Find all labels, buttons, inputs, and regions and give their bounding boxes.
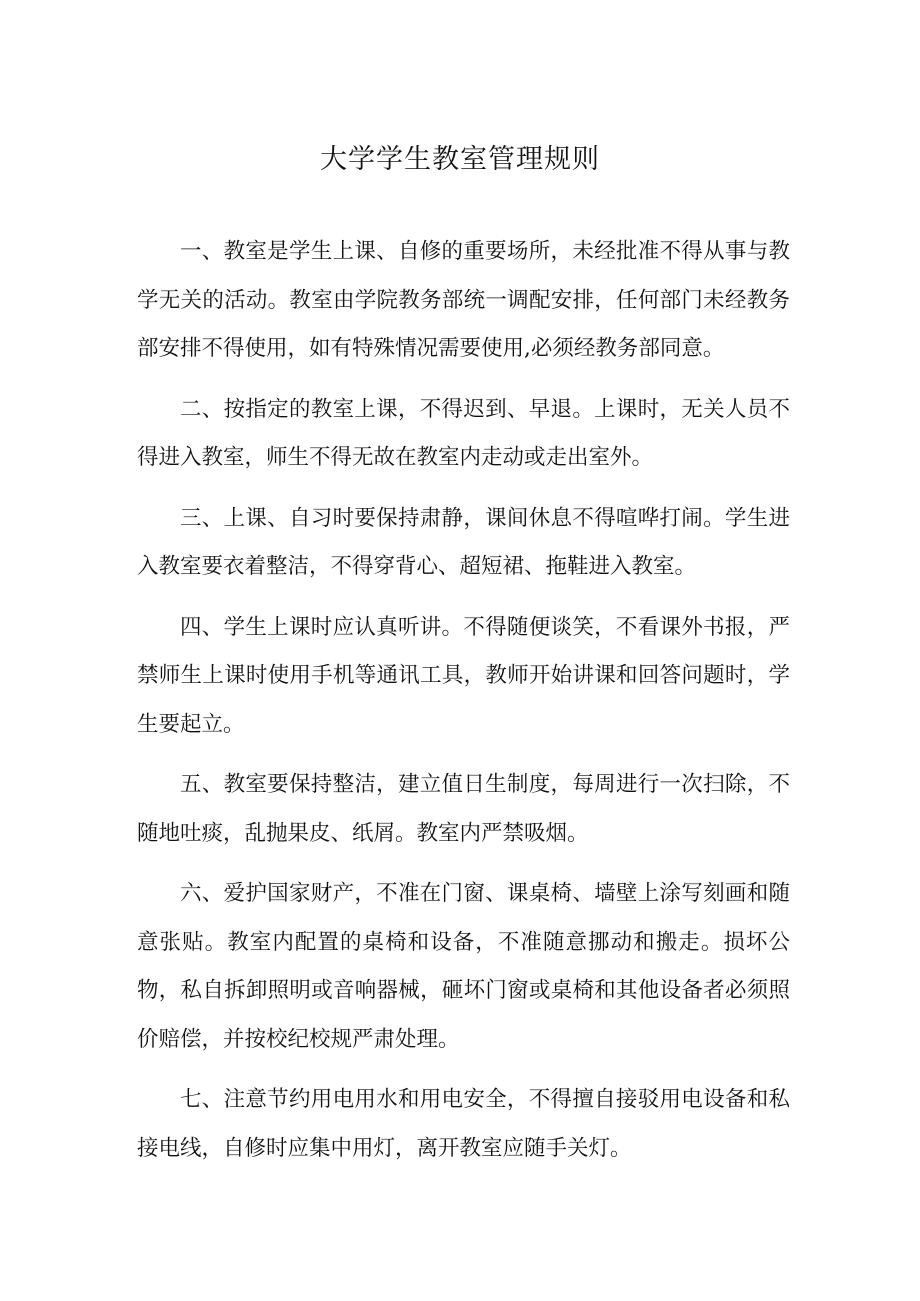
rule-paragraph-6: 六、爱护国家财产，不准在门窗、课桌椅、墙壁上涂写刻画和随意张贴。教室内配置的桌椅和设备，不准随意挪动和搬走。损坏公物，私自拆卸照明或音响器械，砸坏门窗或桌椅和其他设备者必须照价赔偿，并按校纪校规严肃处理。 (137, 881, 790, 1052)
document-title: 大学学生教室管理规则 (320, 144, 600, 175)
rule-paragraph-4: 四、学生上课时应认真听讲。不得随便谈笑，不看课外书报，严禁师生上课时使用手机等通讯工具，教师开始讲课和回答问题时，学生要起立。 (137, 614, 790, 737)
document-body (137, 228, 790, 1185)
rule-paragraph-5: 五、教室要保持整洁，建立值日生制度，每周进行一次扫除，不随地吐痰，乱抛果皮、纸屑。教室内严禁吸烟。 (137, 772, 790, 846)
rule-paragraph-3: 三、上课、自习时要保持肃静，课间休息不得喧哗打闹。学生进入教室要衣着整洁，不得穿背心、超短裙、拖鞋进入教室。 (137, 505, 790, 579)
rule-paragraph-1: 一、教室是学生上课、自修的重要场所，未经批准不得从事与教学无关的活动。教室由学院教务部统一调配安排，任何部门未经教务部安排不得使用，如有特殊情况需要使用,必须经教务部同意。 (137, 239, 790, 361)
rule-paragraph-2: 二、按指定的教室上课，不得迟到、早退。上课时，无关人员不得进入教室，师生不得无故在教室内走动或走出室外。 (137, 396, 790, 470)
rule-paragraph-7: 七、注意节约用电用水和用电安全，不得擅自接驳用电设备和私接电线，自修时应集中用灯，离开教室应随手关灯。 (137, 1087, 790, 1161)
